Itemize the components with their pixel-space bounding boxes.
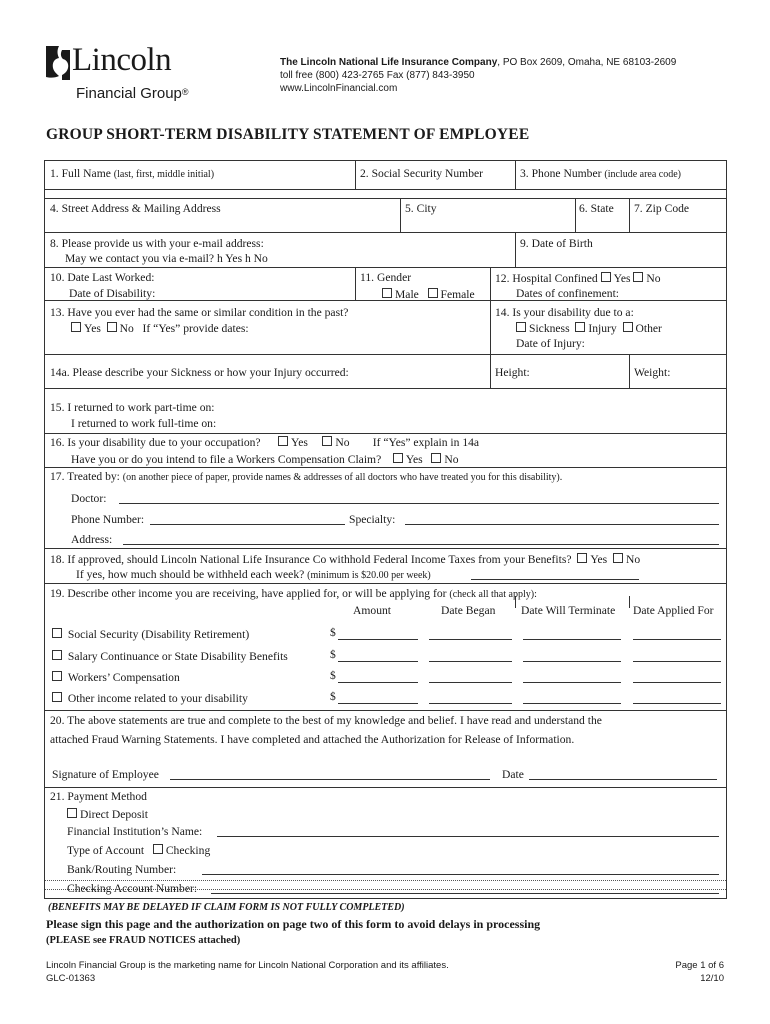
doctor-address-label: Address: bbox=[71, 533, 113, 546]
date-began-line[interactable] bbox=[429, 703, 512, 704]
weight-label: Weight: bbox=[634, 366, 671, 379]
dollar-sign: $ bbox=[330, 669, 336, 682]
gender-options: Male Female bbox=[382, 288, 475, 301]
disability-due-options: Sickness Injury Other bbox=[516, 322, 662, 335]
dollar-sign: $ bbox=[330, 626, 336, 639]
certification-text-2: attached Fraud Warning Statements. I have completed and attached the Authorization for Release of Information. bbox=[50, 733, 575, 746]
logo-subtitle: Financial Group® bbox=[76, 85, 189, 102]
condition-no-checkbox[interactable] bbox=[107, 322, 117, 332]
injury-checkbox[interactable] bbox=[575, 322, 585, 332]
treated-by-label: 17. Treated by: (on another piece of paper, provide names & addresses of all doctors who have treated you for this disability). bbox=[50, 470, 563, 483]
date-terminate-line[interactable] bbox=[523, 661, 621, 662]
amount-line[interactable] bbox=[338, 682, 418, 683]
direct-deposit-checkbox[interactable] bbox=[67, 808, 77, 818]
doctor-address-line[interactable] bbox=[123, 544, 719, 545]
full-name-label: 1. Full Name (last, first, middle initial) bbox=[50, 167, 215, 180]
doctor-label: Doctor: bbox=[71, 492, 107, 505]
email-label: 8. Please provide us with your e-mail address: bbox=[50, 237, 264, 250]
dollar-sign: $ bbox=[330, 690, 336, 703]
col-date-applied: Date Applied For bbox=[633, 604, 714, 617]
specialty-line[interactable] bbox=[405, 524, 719, 525]
city-label: 5. City bbox=[405, 202, 437, 215]
condition-yes-checkbox[interactable] bbox=[71, 322, 81, 332]
other-income-label: 19. Describe other income you are receiving, have applied for, or will be applying for (check all that apply): bbox=[50, 587, 537, 600]
benefits-delay-note: (BENEFITS MAY BE DELAYED IF CLAIM FORM IS NOT FULLY COMPLETED) bbox=[48, 902, 405, 913]
confinement-dates-label: Dates of confinement: bbox=[516, 287, 620, 300]
financial-institution-line[interactable] bbox=[217, 836, 719, 837]
fraud-notice: (PLEASE see FRAUD NOTICES attached) bbox=[46, 935, 241, 946]
logo-wordmark: Lincoln bbox=[72, 42, 172, 78]
hospital-yes-checkbox[interactable] bbox=[601, 272, 611, 282]
income-row: Salary Continuance or State Disability Benefits bbox=[52, 650, 288, 663]
withhold-yes-checkbox[interactable] bbox=[577, 553, 587, 563]
account-type-label: Type of Account Checking bbox=[67, 844, 211, 857]
date-began-line[interactable] bbox=[429, 682, 512, 683]
date-began-line[interactable] bbox=[429, 661, 512, 662]
ssn-label: 2. Social Security Number bbox=[360, 167, 483, 180]
income-checkbox[interactable] bbox=[52, 692, 62, 702]
company-address: The Lincoln National Life Insurance Company, PO Box 2609, Omaha, NE 68103-2609 bbox=[280, 57, 677, 68]
payment-method-label: 21. Payment Method bbox=[50, 790, 147, 803]
form-title: GROUP SHORT-TERM DISABILITY STATEMENT OF EMPLOYEE bbox=[46, 126, 530, 143]
income-row: Workers’ Compensation bbox=[52, 671, 180, 684]
phone-label: 3. Phone Number (include area code) bbox=[520, 167, 681, 180]
signature-line[interactable] bbox=[170, 779, 490, 780]
date-terminate-line[interactable] bbox=[523, 639, 621, 640]
date-applied-line[interactable] bbox=[633, 661, 721, 662]
date-disability-label: Date of Disability: bbox=[69, 287, 156, 300]
direct-deposit-option: Direct Deposit bbox=[67, 808, 148, 821]
amount-line[interactable] bbox=[338, 661, 418, 662]
amount-line[interactable] bbox=[338, 703, 418, 704]
checking-account-label: Checking Account Number: bbox=[67, 882, 198, 895]
street-address-label: 4. Street Address & Mailing Address bbox=[50, 202, 221, 215]
company-phones: toll free (800) 423-2765 Fax (877) 843-3950 bbox=[280, 70, 475, 81]
amount-line[interactable] bbox=[338, 639, 418, 640]
routing-label: Bank/Routing Number: bbox=[67, 863, 177, 876]
col-date-terminate: Date Will Terminate bbox=[521, 604, 616, 617]
income-checkbox[interactable] bbox=[52, 628, 62, 638]
doctor-phone-line[interactable] bbox=[150, 524, 345, 525]
income-checkbox[interactable] bbox=[52, 650, 62, 660]
income-row: Other income related to your disability bbox=[52, 692, 248, 705]
occupation-yes-checkbox[interactable] bbox=[278, 436, 288, 446]
returned-full-time-label: I returned to work full-time on: bbox=[71, 417, 217, 430]
date-terminate-line[interactable] bbox=[523, 703, 621, 704]
claim-form bbox=[44, 160, 727, 899]
col-date-began: Date Began bbox=[441, 604, 496, 617]
workers-comp-claim-label: Have you or do you intend to file a Workers Compensation Claim? Yes No bbox=[71, 453, 459, 466]
email-consent-label: May we contact you via e-mail? h Yes h No bbox=[65, 252, 268, 265]
sign-instruction: Please sign this page and the authorization on page two of this form to avoid delays in processing bbox=[46, 917, 541, 931]
state-label: 6. State bbox=[579, 202, 614, 215]
height-label: Height: bbox=[495, 366, 530, 379]
sickness-checkbox[interactable] bbox=[516, 322, 526, 332]
wc-no-checkbox[interactable] bbox=[431, 453, 441, 463]
returned-part-time-label: 15. I returned to work part-time on: bbox=[50, 401, 215, 414]
revision-date: 12/10 bbox=[700, 973, 724, 984]
occupation-label: 16. Is your disability due to your occupation? Yes No If “Yes” explain in 14a bbox=[50, 436, 480, 449]
routing-line[interactable] bbox=[202, 874, 719, 875]
date-label: Date bbox=[502, 768, 524, 781]
income-checkbox[interactable] bbox=[52, 671, 62, 681]
dob-label: 9. Date of Birth bbox=[520, 237, 593, 250]
withhold-tax-label: 18. If approved, should Lincoln National Life Insurance Co withhold Federal Income Taxes from your Benefits? Yes No bbox=[50, 553, 641, 566]
date-line[interactable] bbox=[529, 779, 717, 780]
wc-yes-checkbox[interactable] bbox=[393, 453, 403, 463]
date-applied-line[interactable] bbox=[633, 703, 721, 704]
zip-label: 7. Zip Code bbox=[634, 202, 690, 215]
withhold-amount-label: If yes, how much should be withheld each week? (minimum is $20.00 per week) bbox=[76, 568, 431, 581]
form-code: GLC-01363 bbox=[46, 973, 96, 984]
checking-account-line[interactable] bbox=[211, 893, 719, 894]
page-number: Page 1 of 6 bbox=[675, 960, 724, 971]
hospital-no-checkbox[interactable] bbox=[633, 272, 643, 282]
date-applied-line[interactable] bbox=[633, 639, 721, 640]
occupation-no-checkbox[interactable] bbox=[322, 436, 332, 446]
similar-condition-label: 13. Have you ever had the same or similar condition in the past? bbox=[50, 306, 349, 319]
col-amount: Amount bbox=[353, 604, 392, 617]
dollar-sign: $ bbox=[330, 648, 336, 661]
other-checkbox[interactable] bbox=[623, 322, 633, 332]
withhold-amount-line[interactable] bbox=[471, 579, 639, 580]
income-row: Social Security (Disability Retirement) bbox=[52, 628, 249, 641]
date-applied-line[interactable] bbox=[633, 682, 721, 683]
certification-text: 20. The above statements are true and complete to the best of my knowledge and belief. I have read and understand the bbox=[50, 714, 602, 727]
describe-sickness-label: 14a. Please describe your Sickness or how your Injury occurred: bbox=[50, 366, 349, 379]
doctor-phone-label: Phone Number: bbox=[71, 513, 145, 526]
company-website: www.LincolnFinancial.com bbox=[280, 83, 398, 94]
marketing-note: Lincoln Financial Group is the marketing name for Lincoln National Corporation and its affiliates. bbox=[46, 960, 449, 971]
signature-label: Signature of Employee bbox=[52, 768, 159, 781]
doctor-line[interactable] bbox=[119, 503, 719, 504]
withhold-no-checkbox[interactable] bbox=[613, 553, 623, 563]
lincoln-logo-icon bbox=[44, 44, 72, 80]
similar-condition-options: Yes No If “Yes” provide dates: bbox=[71, 322, 249, 335]
date-began-line[interactable] bbox=[429, 639, 512, 640]
date-last-worked-label: 10. Date Last Worked: bbox=[50, 271, 155, 284]
financial-institution-label: Financial Institution’s Name: bbox=[67, 825, 203, 838]
specialty-label: Specialty: bbox=[349, 513, 396, 526]
gender-label: 11. Gender bbox=[360, 271, 412, 284]
male-checkbox[interactable] bbox=[382, 288, 392, 298]
female-checkbox[interactable] bbox=[428, 288, 438, 298]
date-terminate-line[interactable] bbox=[523, 682, 621, 683]
disability-due-label: 14. Is your disability due to a: bbox=[495, 306, 634, 319]
date-injury-label: Date of Injury: bbox=[516, 337, 585, 350]
hospital-confined-label: 12. Hospital Confined Yes No bbox=[495, 272, 661, 285]
checking-checkbox[interactable] bbox=[153, 844, 163, 854]
